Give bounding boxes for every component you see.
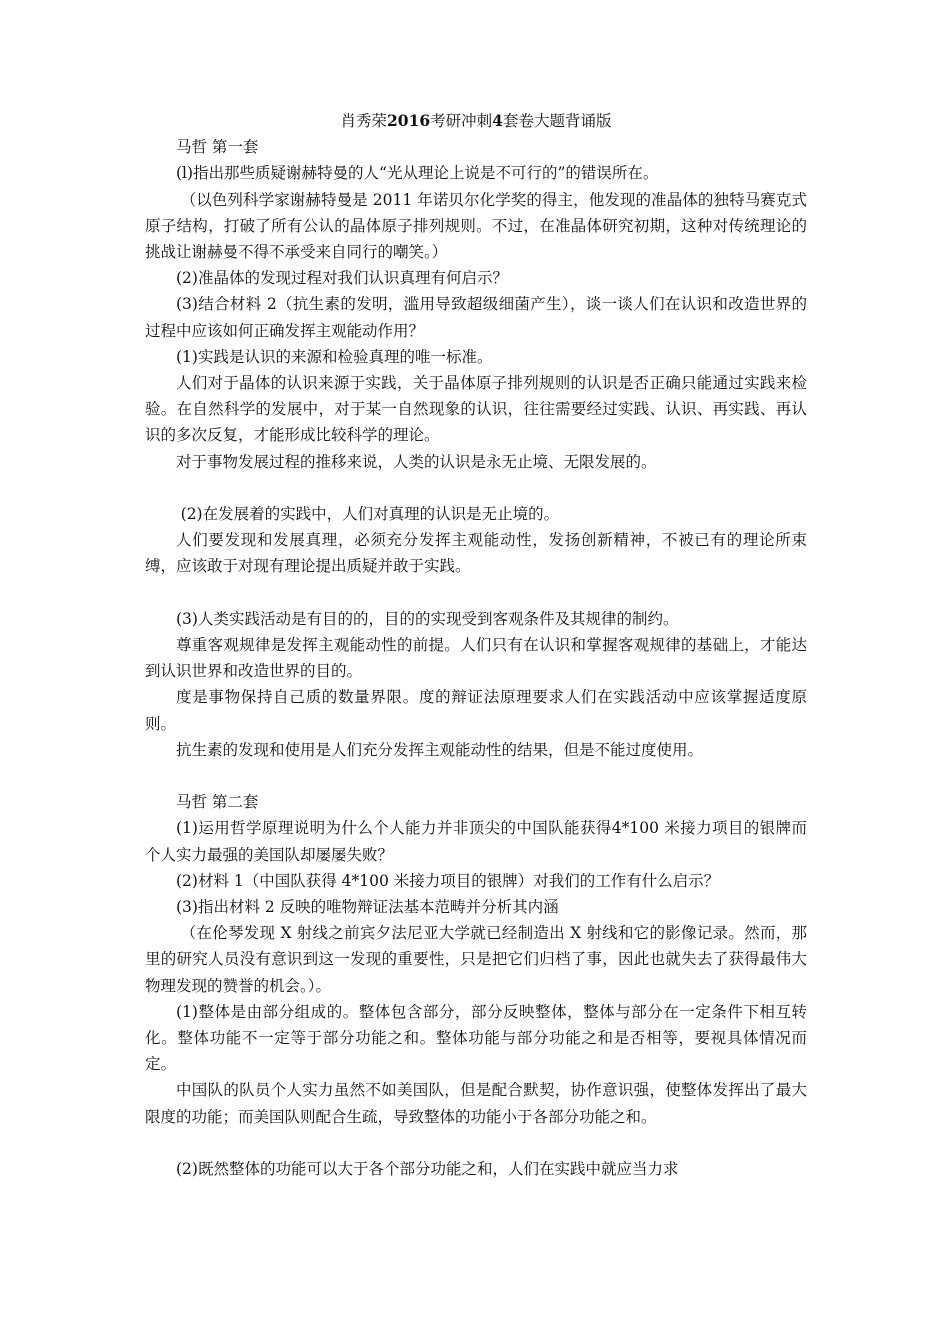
answer-paragraph: 中国队的队员个人实力虽然不如美国队，但是配合默契，协作意识强，使整体发挥出了最大限度的功能；而美国队则配合生疏，导致整体的功能小于各部分功能之和。 bbox=[145, 1081, 807, 1126]
question: (2)准晶体的发现过程对我们认识真理有何启示？ bbox=[176, 269, 508, 288]
document-title bbox=[145, 108, 807, 134]
question: (3)结合材料 2（抗生素的发明，滥用导致超级细菌产生），谈一谈人们在认识和改造世界的过程中应该如何正确发挥主观能动作用？ bbox=[145, 295, 807, 340]
section-heading: 马哲 第二套 bbox=[176, 793, 259, 812]
answer-point: (1)实践是认识的来源和检验真理的唯一标准。 bbox=[176, 347, 493, 366]
question: (2)材料 1（中国队获得 4*100 米接力项目的银牌）对我们的工作有什么启示？ bbox=[176, 871, 720, 890]
title-num: 4 bbox=[492, 111, 503, 130]
answer-point: (2)既然整体的功能可以大于各个部分功能之和，人们在实践中就应当力求 bbox=[176, 1160, 679, 1179]
title-mid: 考研冲刺 bbox=[430, 112, 493, 130]
answer-point: (2)在发展着的实践中，人们对真理的认识是无止境的。 bbox=[180, 505, 560, 524]
question: (3)指出材料 2 反映的唯物辩证法基本范畴并分析其内涵 bbox=[176, 898, 559, 917]
answer-paragraph: 人们要发现和发展真理，必须充分发挥主观能动性，发扬创新精神，不被已有的理论所束缚，应该敢于对现有理论提出质疑并敢于实践。 bbox=[145, 531, 807, 576]
answer-point: (3)人类实践活动是有目的的，目的的实现受到客观条件及其规律的制约。 bbox=[176, 609, 679, 628]
title-year: 2016 bbox=[387, 111, 431, 130]
title-suffix: 套卷大题背诵版 bbox=[502, 112, 612, 130]
document-page bbox=[145, 108, 807, 1182]
answer-paragraph: 度是事物保持自己质的数量界限。度的辩证法原理要求人们在实践活动中应该掌握适度原则。 bbox=[145, 688, 807, 733]
answer-point: (1)整体是由部分组成的。整体包含部分，部分反映整体，整体与部分在一定条件下相互转化。整体功能不一定等于部分功能之和。整体功能与部分功能之和是否相等，要视具体情况而定。 bbox=[145, 1002, 807, 1074]
question: (l)指出那些质疑谢赫特曼的人“光从理论上说是不可行的”的错误所在。 bbox=[176, 164, 659, 183]
question: (1)运用哲学原理说明为什么个人能力并非顶尖的中国队能获得4*100 米接力项目的银牌而个人实力最强的美国队却屡屡失败？ bbox=[145, 819, 807, 864]
answer-paragraph: 对于事物发展过程的推移来说，人类的认识是永无止境、无限发展的。 bbox=[176, 452, 657, 471]
answer-paragraph: 尊重客观规律是发挥主观能动性的前提。人们只有在认识和掌握客观规律的基础上，才能达到认识世界和改造世界的目的。 bbox=[145, 636, 807, 681]
answer-paragraph: 抗生素的发现和使用是人们充分发挥主观能动性的结果，但是不能过度使用。 bbox=[176, 740, 704, 759]
blank-line bbox=[145, 1130, 807, 1156]
blank-line bbox=[145, 475, 807, 501]
material-note: （以色列科学家谢赫特曼是 2011 年诺贝尔化学奖的得主，他发现的准晶体的独特马赛克式原子结构，打破了所有公认的晶体原子排列规则。不过，在准晶体研究初期，这种对传统理论的挑战让谢赫曼不得不承受来自同行的嘲笑。） bbox=[145, 190, 807, 262]
material-note: （在伦琴发现 X 射线之前宾夕法尼亚大学就已经制造出 X 射线和它的影像记录。然而，那里的研究人员没有意识到这一发现的重要性，只是把它们归档了事，因此也就失去了获得最伟大物理发现的赞誉的机会。）。 bbox=[145, 924, 807, 995]
blank-line bbox=[145, 580, 807, 606]
answer-paragraph: 人们对于晶体的认识来源于实践，关于晶体原子排列规则的认识是否正确只能通过实践来检验。在自然科学的发展中，对于某一自然现象的认识，往往需要经过实践、认识、再实践、再认识的多次反复，才能形成比较科学的理论。 bbox=[145, 374, 807, 445]
blank-line bbox=[145, 763, 807, 789]
section-heading: 马哲 第一套 bbox=[176, 138, 259, 157]
title-prefix: 肖秀荣 bbox=[340, 112, 388, 130]
